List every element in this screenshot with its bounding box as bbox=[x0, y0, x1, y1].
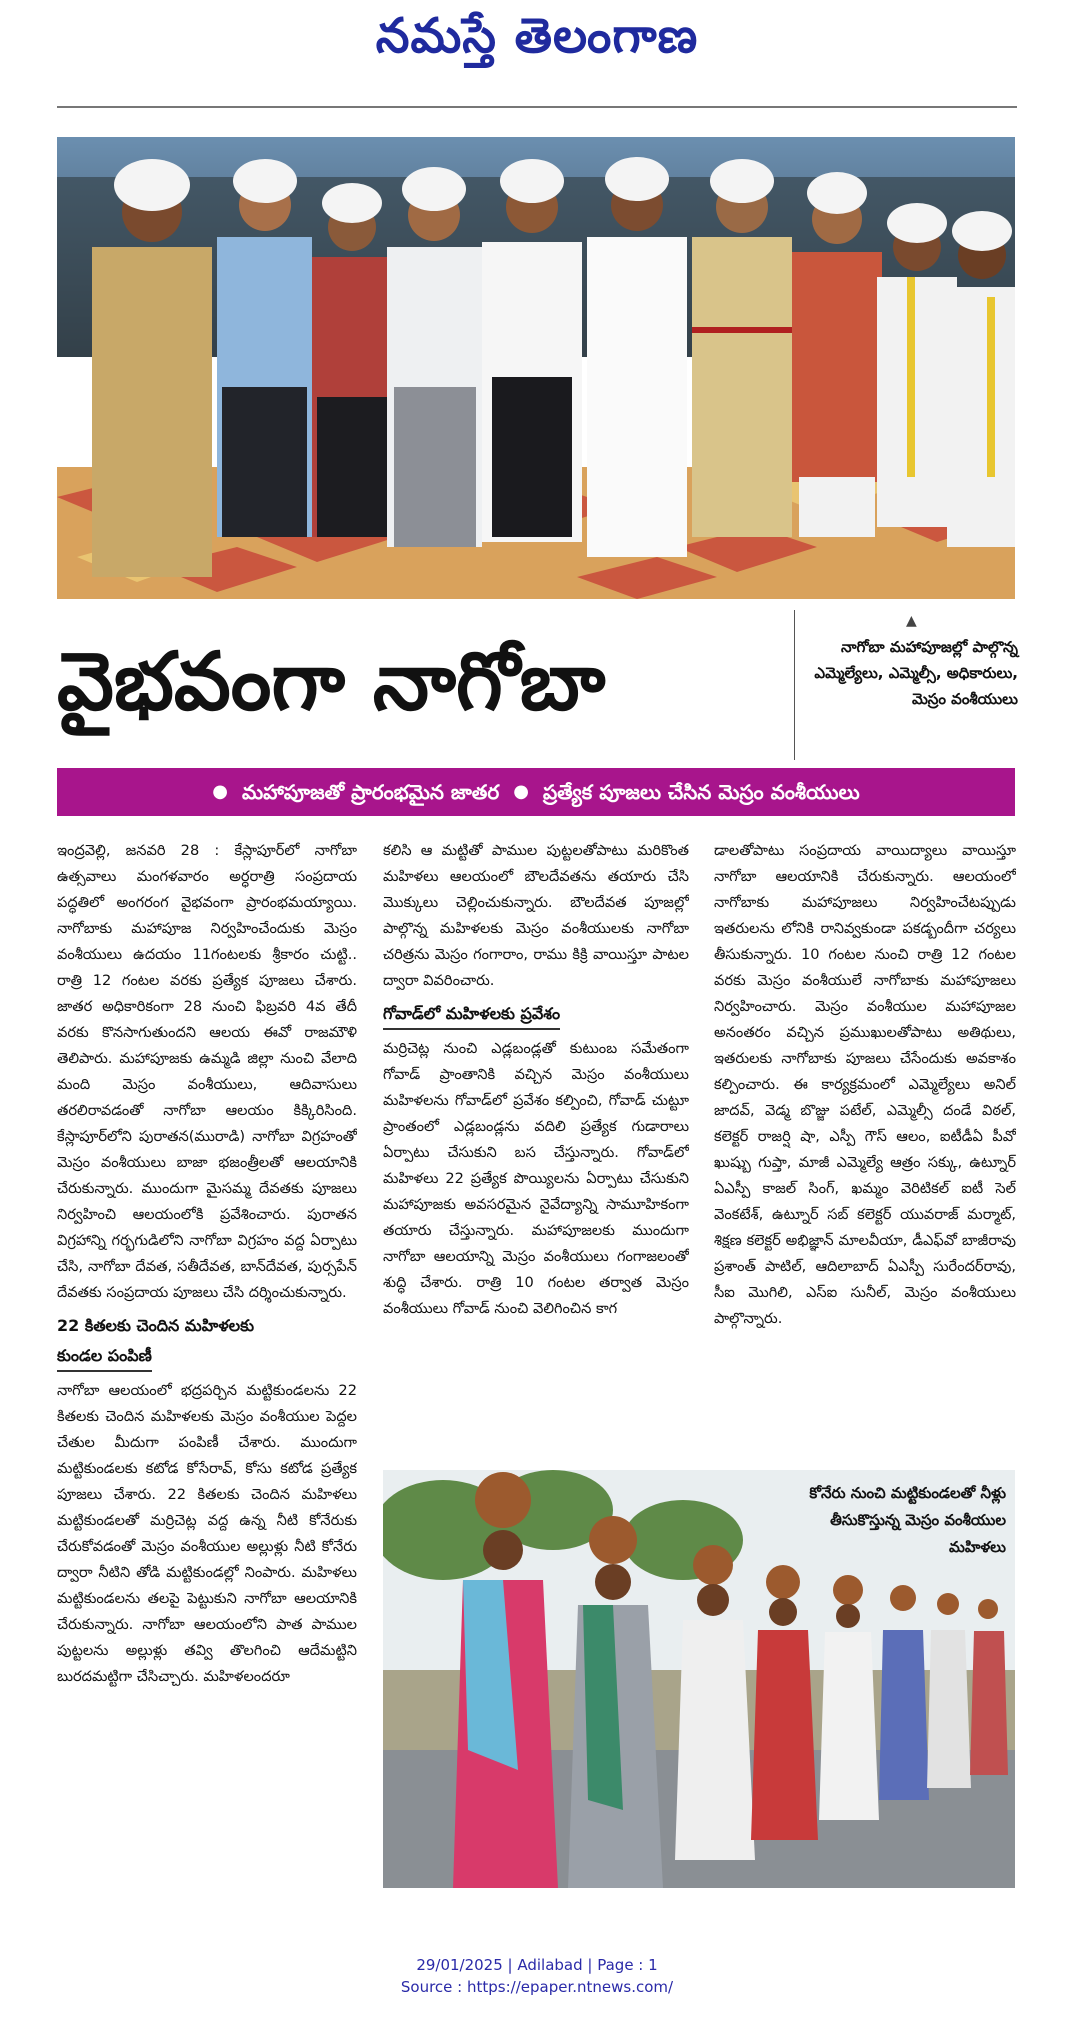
masthead-divider bbox=[57, 106, 1017, 108]
article-paragraph: నాగోబా ఆలయంలో భద్రపర్చిన మట్టికుండలను 22 కితలకు చెందిన మహిళలకు మెస్రం వంశీయుల పెద్దల చేతుల మీదుగా పంపిణీ చేశారు. ముందుగా మట్టికుండలకు కటోడ కోసేరావ్, కోసు కటోడ ప్రత్యేక పూజలు చేశారు. 22 కితలకు చెందిన మహిళలు మట్టికుండలతో మర్రిచెట్ల వద్ద ఉన్న నీటి కోనేరుకు చేరుకోవడంతో మెస్రం వంశీయుల అల్లుళ్లు నీటి కోనేరు ద్వారా నీటిని తోడి మట్టికుండల్లో నింపారు. మహిళలు మట్టికుండలను తలపై పెట్టుకుని నాగోబా ఆలయానికి చేరుకున్నారు. నాగోబా ఆలయంలోని పాత పాముల పుట్టలను అల్లుళ్లు తవ్వి తొలగించి ఆదేమట్టిని బురదమట్టిగా చేసిచ్చారు. మహిళలందరూ bbox=[57, 1382, 357, 1685]
bullet-icon: ● bbox=[513, 781, 529, 802]
newspaper-logo: నమస్తే తెలంగాణ bbox=[375, 8, 699, 64]
article-paragraph: ఇంద్రవెల్లి, జనవరి 28 : కేస్లాపూర్‌లో నాగోబా ఉత్సవాలు మంగళవారం అర్ధరాత్రి సంప్రదాయ పద్ధతిలో అంగరంగ వైభవంగా ప్రారంభమయ్యాయి. నాగోబాకు మహాపూజ నిర్వహించేందుకు మెస్రం వంశీయులు ఉదయం 11గంటలకు శ్రీకారం చుట్టి.. రాత్రి 12 గంటల వరకు ప్రత్యేక పూజలు చేశారు. జాతర అధికారికంగా 28 నుంచి ఫిబ్రవరి 4వ తేదీ వరకు కొనసాగుతుందని ఆలయ ఈవో రాజమౌళి తెలిపారు. మహాపూజకు ఉమ్మడి జిల్లా నుంచి వేలాది మంది మెస్రం వంశీయులు, ఆదివాసులు తరలిరావడంతో నాగోబా ఆలయం కిక్కిరిసింది. కేస్లాపూర్‌లోని పురాతన(మురాడి) నాగోబా విగ్రహంతో మెస్రం వంశీయులు బాజా భజంత్రీలతో ఆలయానికి చేరుకున్నారు. ముందుగా మైసమ్మ దేవతకు పూజలు నిర్వహించి ఆలయంలోకి ప్రవేశించారు. పురాతన విగ్రహాన్ని గర్భగుడిలోని నాగోబా విగ్రహం వద్ద ఏర్పాటు చేసి, నాగోబా దేవత, సతీదేవత, బాన్‌దేవత, పుర్సపేన్ దేవతకు సంప్రదాయ పూజలు చేసి దర్శించుకున్నారు. bbox=[57, 842, 357, 1301]
top-photo-caption-text: నాగోబా మహాపూజల్లో పాల్గొన్న ఎమ్మెల్యేలు, ఎమ్మెల్సీ, అధికారులు, మెస్రం వంశీయులు bbox=[814, 638, 1018, 708]
edition-info: 29/01/2025 | Adilabad | Page : 1 bbox=[416, 1956, 658, 1974]
masthead bbox=[0, 0, 1074, 90]
caption-divider bbox=[794, 610, 795, 760]
article-column-1 bbox=[57, 838, 357, 1888]
banner-item-1: మహాపూజతో ప్రారంభమైన జాతర bbox=[242, 780, 500, 804]
section-heading: 22 కితలకు చెందిన మహిళలకు bbox=[57, 1316, 254, 1335]
top-news-photo bbox=[57, 137, 1015, 599]
bottom-photo-caption: కోనేరు నుంచి మట్టికుండలతో నీళ్లు తీసుకొస్తున్న మెస్రం వంశీయుల మహిళలు bbox=[809, 1484, 1006, 1556]
caption-arrow-icon: ▲ bbox=[906, 613, 917, 629]
headline: వైభవంగా నాగోబా bbox=[57, 635, 606, 728]
section-heading: గోవాడ్‌లో మహిళలకు ప్రవేశం bbox=[383, 1000, 560, 1030]
section-heading: కుండల పంపిణీ bbox=[57, 1342, 152, 1372]
article-paragraph: డాలతోపాటు సంప్రదాయ వాయిద్యాలు వాయిస్తూ నాగోబా ఆలయానికి చేరుకున్నారు. ఆలయంలో నాగోబాకు మహాపూజలు నిర్వహించేటప్పుడు ఇతరులను లోనికి రానివ్వకుండా పకడ్బందీగా చర్యలు తీసుకున్నారు. 10 గంటల నుంచి రాత్రి 12 గంటల వరకు మెస్రం వంశీయులే నాగోబాకు మహాపూజలు నిర్వహించారు. మెస్రం వంశీయుల మహాపూజల అనంతరం వచ్చిన ప్రముఖులతోపాటు అతిథులు, ఇతరులకు నాగోబాకు పూజలు చేసేందుకు అవకాశం కల్పించారు. ఈ కార్యక్రమంలో ఎమ్మెల్యేలు అనిల్ జాదవ్, వెడ్మ బొజ్జు పటేల్, ఎమ్మెల్సీ దండే విఠల్, కలెక్టర్ రాజర్షి షా, ఎస్పీ గౌస్ ఆలం, ఐటీడీఏ పీవో ఖుష్బు గుప్తా, మాజీ ఎమ్మెల్యే ఆత్రం సక్కు, ఉట్నూర్ ఏఎస్పీ కాజల్ సింగ్, ఖమ్మం వెరిటికల్ ఐటీ సెల్ వెంకటేశ్, ఉట్నూర్ సబ్ కలెక్టర్ యువరాజ్ మర్మాట్, శిక్షణ కలెక్టర్ అభిజ్ఞాన్ మాలవీయా, డీఎఫ్‌వో బాజీరావు ప్రశాంత్ పాటిల్, ఆదిలాబాద్ ఏఎస్పీ సురేందర్‌రావు, సీఐ మొగిలి, ఎస్ఐ సునీల్, మెస్రం వంశీయులు పాల్గొన్నారు. bbox=[714, 842, 1016, 1327]
subheadline-banner bbox=[57, 768, 1015, 816]
banner-item-2: ప్రత్యేక పూజలు చేసిన మెస్రం వంశీయులు bbox=[542, 780, 860, 804]
article-column-3 bbox=[714, 838, 1016, 1448]
source-link[interactable]: Source : https://epaper.ntnews.com/ bbox=[400, 1978, 674, 1996]
article-paragraph: కలిసి ఆ మట్టితో పాముల పుట్టలతోపాటు మరికొంత మహిళలు ఆలయంలో బౌలదేవతను తయారు చేసి మొక్కులు చెల్లించుకున్నారు. బౌలదేవత పూజల్లో పాల్గొన్న మహిళలకు మెస్రం వంశీయులకు నాగోబా చరిత్రను మెస్రం గంగారాం, రాము కిక్రి వాయిస్తూ పాటల ద్వారా వివరించారు. bbox=[383, 842, 689, 989]
page-footer bbox=[0, 1954, 1074, 1998]
bullet-icon: ● bbox=[212, 781, 228, 802]
article-column-2 bbox=[383, 838, 689, 1478]
top-photo-caption bbox=[806, 608, 1018, 758]
article-paragraph: మర్రిచెట్ల నుంచి ఎడ్లబండ్లతో కుటుంబ సమేతంగా గోవాడ్ ప్రాంతానికి వచ్చిన మెస్రం వంశీయులు మహిళలను గోవాడ్‌లో ప్రవేశం కల్పించి, గోవాడ్ చుట్టూ ప్రాంతంలో ఎడ్లబండ్లను వదిలి ప్రత్యేక గుడారాలు ఏర్పాటు చేసుకుని బస చేస్తున్నారు. గోవాడ్‌లో మహిళలు 22 ప్రత్యేక పొయ్యిలను ఏర్పాటు చేసుకుని మహాపూజకు అవసరమైన నైవేద్యాన్ని సామూహికంగా తయారు చేస్తున్నారు. మహాపూజలకు ముందుగా నాగోబా ఆలయాన్ని మెస్రం వంశీయులు గంగాజలంతో శుద్ధి చేశారు. రాత్రి 10 గంటల తర్వాత మెస్రం వంశీయులు గోవాడ్ నుంచి వెలిగించిన కాగ bbox=[383, 1040, 689, 1317]
